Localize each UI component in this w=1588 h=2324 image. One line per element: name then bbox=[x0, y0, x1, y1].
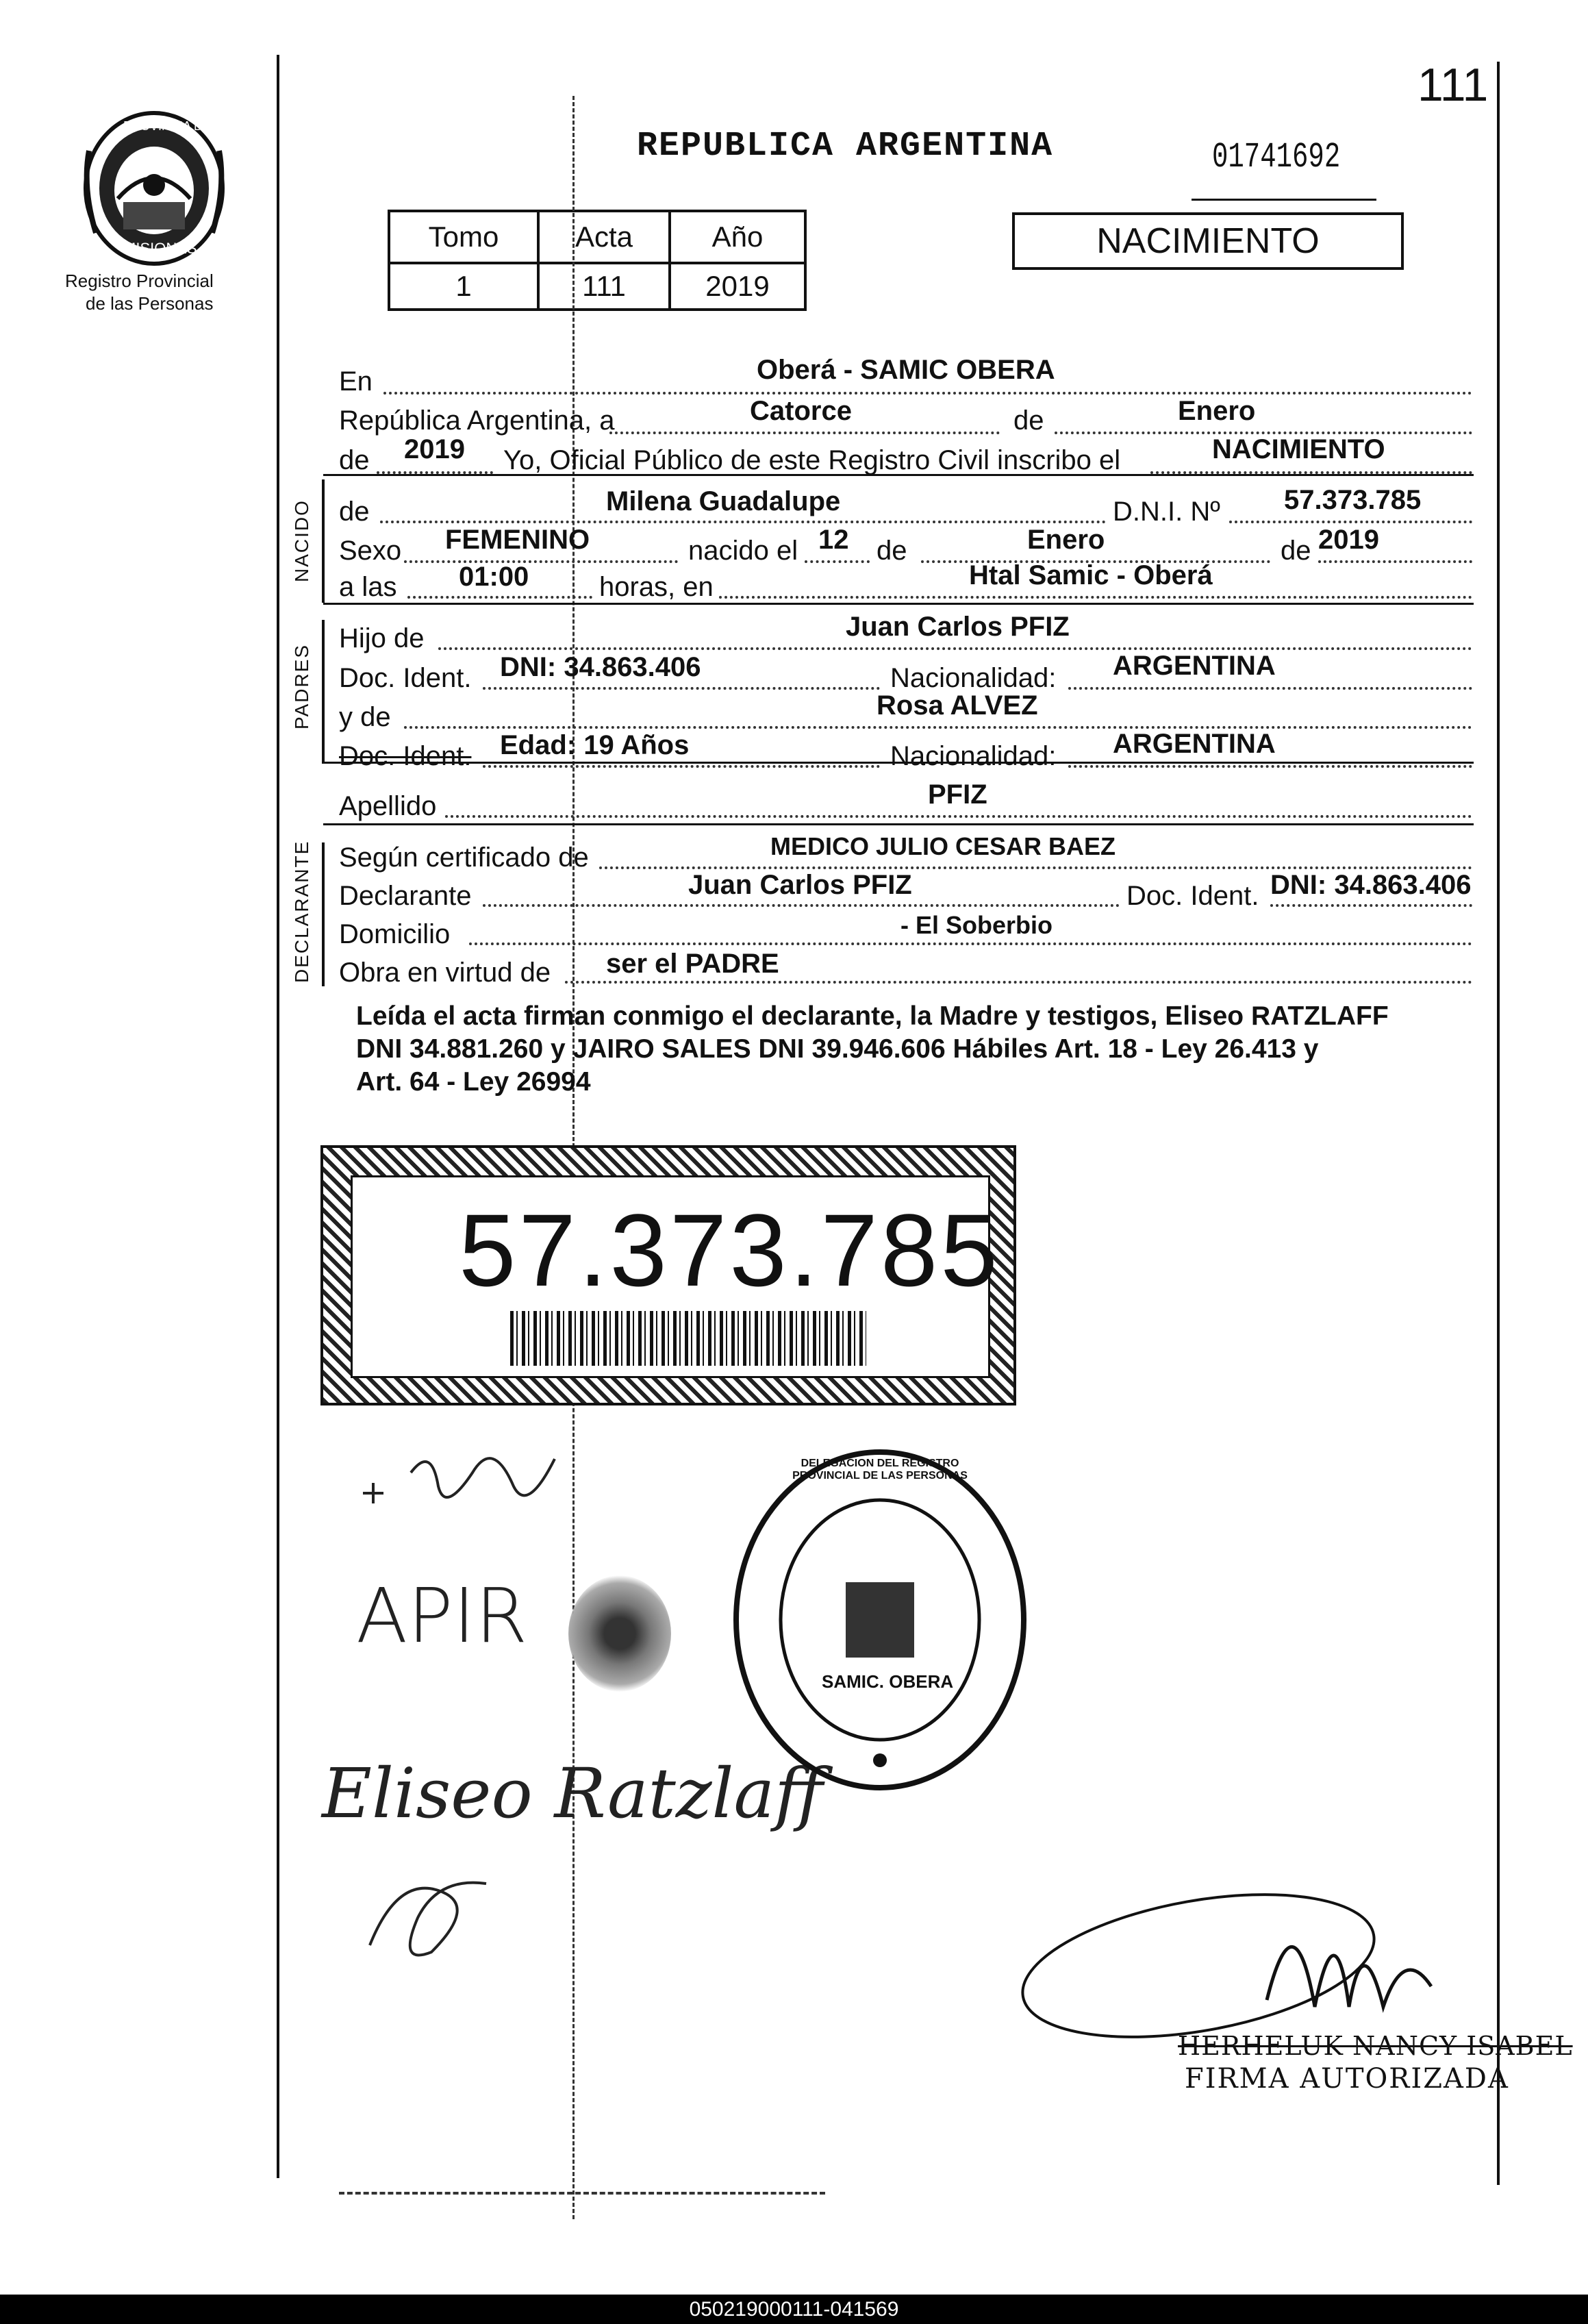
label-sexo: Sexo bbox=[339, 536, 402, 566]
value-mes-nac: Enero bbox=[1027, 525, 1105, 555]
value-certificado: MEDICO JULIO CESAR BAEZ bbox=[770, 832, 1116, 860]
value-mes: Enero bbox=[1178, 396, 1256, 426]
dots bbox=[599, 866, 1472, 869]
dots bbox=[438, 647, 1472, 650]
section-rule-declarante bbox=[322, 842, 325, 986]
value-anio: 2019 bbox=[404, 434, 465, 464]
row-separator bbox=[323, 603, 1474, 605]
dots bbox=[377, 471, 493, 474]
label-yo: Yo, Oficial Público de este Registro Civil inscribo el bbox=[503, 445, 1121, 475]
label-doc-ident-struck: Doc. Ident. bbox=[339, 741, 472, 771]
label-republica: República Argentina, a bbox=[339, 405, 615, 436]
dots bbox=[483, 765, 880, 768]
label-doc-ident-declarante: Doc. Ident. bbox=[1126, 881, 1259, 911]
value-acto: NACIMIENTO bbox=[1212, 434, 1385, 464]
dots bbox=[805, 560, 870, 563]
row-separator bbox=[323, 823, 1474, 825]
dni-sticker-number: 57.373.785 bbox=[459, 1192, 1000, 1308]
label-segun: Según certificado de bbox=[339, 842, 589, 873]
value-padre-dni: DNI: 34.863.406 bbox=[500, 652, 701, 682]
label-apellido: Apellido bbox=[339, 791, 437, 821]
label-dni: D.N.I. Nº bbox=[1113, 497, 1220, 527]
page-number: 111 bbox=[1417, 59, 1489, 111]
label-doc-ident: Doc. Ident. bbox=[339, 663, 472, 693]
label-declarante: Declarante bbox=[339, 881, 472, 911]
signature-top bbox=[356, 1432, 562, 1530]
dni-sticker bbox=[320, 1145, 1016, 1405]
dots bbox=[404, 560, 678, 563]
dots bbox=[407, 596, 592, 599]
dots bbox=[404, 726, 1472, 729]
stamp-inner-text: SAMIC. OBERA bbox=[822, 1671, 954, 1692]
country-title: REPUBLICA ARGENTINA bbox=[637, 127, 1054, 166]
right-margin-line bbox=[1497, 62, 1500, 2185]
dots bbox=[1068, 765, 1472, 768]
label-horas-en: horas, en bbox=[599, 572, 714, 602]
signature-authorized bbox=[993, 1863, 1486, 2044]
signature-eliseo: Eliseo Ratzlaff bbox=[322, 1753, 823, 1834]
value-obra: ser el PADRE bbox=[606, 949, 779, 979]
label-a-las: a las bbox=[339, 572, 397, 602]
table-cell-tomo: 1 bbox=[388, 262, 540, 311]
document-type-box: NACIMIENTO bbox=[1012, 212, 1404, 270]
value-padre: Juan Carlos PFIZ bbox=[846, 612, 1070, 642]
value-apellido: PFIZ bbox=[928, 779, 987, 810]
value-madre-edad: Edad: 19 Años bbox=[500, 730, 690, 760]
value-madre: Rosa ALVEZ bbox=[877, 690, 1038, 721]
value-madre-nac: ARGENTINA bbox=[1113, 729, 1276, 759]
official-role: FIRMA AUTORIZADA bbox=[1185, 2063, 1509, 2095]
value-declarante-dni: DNI: 34.863.406 bbox=[1270, 870, 1472, 900]
section-rule-padres bbox=[322, 620, 325, 764]
stamp-outer-text: DELEGACION DEL REGISTRO PROVINCIAL DE LAS PERSONAS bbox=[792, 1458, 968, 1482]
label-hijo-de: Hijo de bbox=[339, 623, 425, 653]
label-nacido-el: nacido el bbox=[688, 536, 798, 566]
value-lugar: Oberá - SAMIC OBERA bbox=[757, 355, 1055, 385]
serial-number: 01741692 bbox=[1212, 137, 1341, 177]
closing-line-2: DNI 34.881.260 y JAIRO SALES DNI 39.946.606 Hábiles Art. 18 - Ley 26.413 y bbox=[356, 1034, 1319, 1064]
official-name: HERHELUK NANCY ISABEL bbox=[1178, 2031, 1573, 2061]
table-header-acta: Acta bbox=[537, 210, 671, 264]
dots bbox=[1068, 687, 1472, 690]
signature-apir: APIR bbox=[356, 1572, 528, 1660]
seal-text-top: PROVINCIA DE bbox=[123, 119, 212, 133]
closing-line-1: Leída el acta firman conmigo el declarante, la Madre y testigos, Eliseo RATZLAFF bbox=[356, 1001, 1389, 1031]
closing-line-3: Art. 64 - Ley 26994 bbox=[356, 1067, 591, 1097]
label-domicilio: Domicilio bbox=[339, 919, 451, 949]
label-de: de bbox=[1013, 405, 1044, 436]
value-padre-nac: ARGENTINA bbox=[1113, 651, 1276, 681]
label-de2: de bbox=[339, 445, 370, 475]
section-label-declarante: DECLARANTE bbox=[291, 840, 312, 983]
dots bbox=[445, 815, 1472, 818]
dots bbox=[380, 521, 1106, 523]
dots bbox=[565, 981, 1472, 984]
signature-bottom-left bbox=[356, 1863, 493, 1969]
section-rule-nacido bbox=[322, 479, 325, 603]
table-cell-acta: 111 bbox=[537, 262, 671, 311]
dots bbox=[1318, 560, 1472, 563]
value-dia: Catorce bbox=[750, 396, 852, 426]
dots bbox=[1270, 904, 1472, 907]
org-name-line2: de las Personas bbox=[86, 293, 214, 314]
table-cell-anio: 2019 bbox=[668, 262, 807, 311]
dots bbox=[483, 904, 1120, 907]
province-seal-logo bbox=[75, 110, 233, 267]
label-de-mes: de bbox=[877, 536, 907, 566]
value-nombre: Milena Guadalupe bbox=[606, 486, 841, 516]
value-domicilio: - El Soberbio bbox=[900, 911, 1053, 939]
dni-barcode bbox=[510, 1311, 866, 1366]
section-label-padres: PADRES bbox=[291, 643, 312, 729]
label-nacionalidad-madre: Nacionalidad: bbox=[890, 741, 1057, 771]
dots bbox=[719, 596, 1472, 599]
dni-sticker-inner bbox=[351, 1175, 1000, 1378]
label-y-de: y de bbox=[339, 702, 391, 732]
value-dia-nac: 12 bbox=[818, 525, 849, 555]
official-stamp bbox=[726, 1445, 1034, 1795]
dots bbox=[609, 432, 1000, 434]
section-label-nacido: NACIDO bbox=[291, 499, 312, 582]
value-anio-nac: 2019 bbox=[1318, 525, 1379, 555]
org-name-line1: Registro Provincial bbox=[65, 271, 214, 291]
label-de-nombre: de bbox=[339, 497, 370, 527]
serial-underline bbox=[1192, 199, 1376, 201]
value-dni: 57.373.785 bbox=[1284, 485, 1422, 515]
label-de-anio: de bbox=[1281, 536, 1311, 566]
label-nacionalidad: Nacionalidad: bbox=[890, 663, 1057, 693]
bottom-dashed-line bbox=[339, 2192, 825, 2195]
value-sexo: FEMENINO bbox=[445, 525, 590, 555]
dots bbox=[383, 392, 1472, 395]
dots bbox=[469, 942, 1472, 945]
footer-code: 050219000111-041569 bbox=[689, 2298, 899, 2321]
dots bbox=[483, 687, 880, 690]
value-lugar-nac: Htal Samic - Oberá bbox=[969, 560, 1213, 590]
left-margin-line bbox=[277, 55, 279, 2178]
footer-bar bbox=[0, 2295, 1588, 2324]
dots bbox=[1150, 471, 1472, 474]
dots bbox=[1229, 521, 1472, 523]
value-declarante: Juan Carlos PFIZ bbox=[688, 870, 912, 900]
table-header-anio: Año bbox=[668, 210, 807, 264]
value-hora: 01:00 bbox=[459, 562, 529, 592]
fingerprint bbox=[568, 1575, 671, 1692]
label-en: En bbox=[339, 366, 373, 397]
table-header-tomo: Tomo bbox=[388, 210, 540, 264]
seal-text-bottom: MISIONES bbox=[123, 240, 197, 257]
label-obra: Obra en virtud de bbox=[339, 958, 551, 988]
